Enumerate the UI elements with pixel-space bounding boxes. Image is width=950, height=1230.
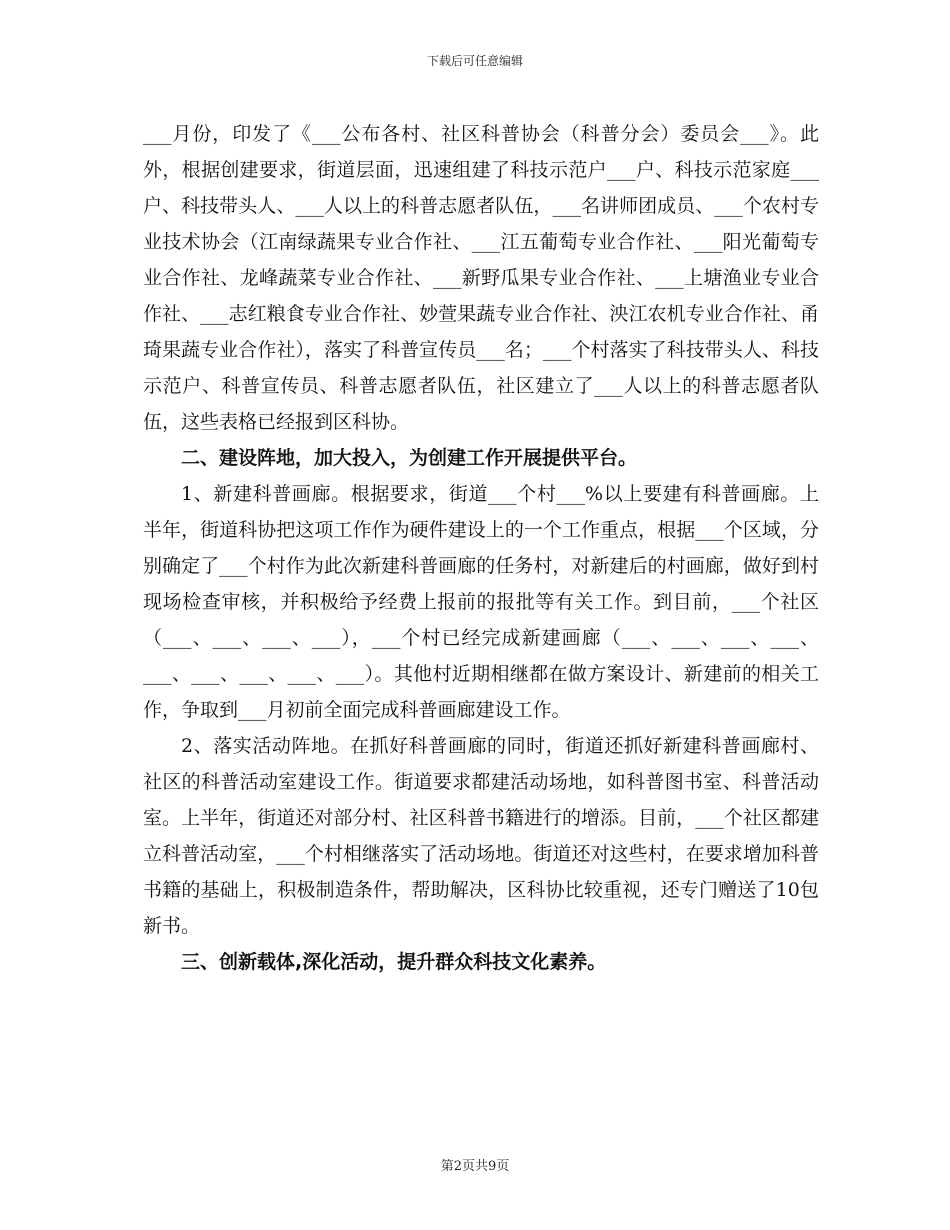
section-heading-2: 二、建设阵地，加大投入，为创建工作开展提供平台。 [181,447,638,469]
paragraph-activity-rooms: 2、落实活动阵地。在抓好科普画廊的同时，街道还抓好新建科普画廊村、社区的科普活动室建设工作。街道要求都建活动场地，如科普图书室、科普活动室。上半年，街道还对部分村、社区科普书籍进行的增添。目前，___个社区都建立科普活动室，___个村相继落实了活动场地。街道还对这些村，在要求增加科普书籍的基础上，积极制造条件，帮助解决，区科协比较重视，还专门赠送了10包新书。 [143,735,819,937]
page-footer: 第2页共9页 [440,1159,510,1174]
document-body [143,116,819,980]
paragraph-volunteers: ___月份，印发了《___公布各村、社区科普协会（科普分会）委员会___》。此外，根据创建要求，街道层面，迅速组建了科技示范户___户、科技示范家庭___户、科技带头人、___人以上的科普志愿者队伍，___名讲师团成员、___个农村专业技术协会（江南绿蔬果专业合作社、___江五葡萄专业合作社、___阳光葡萄专业合作社、龙峰蔬菜专业合作社、___新野瓜果专业合作社、___上塘渔业专业合作社、___志红粮食专业合作社、妙萱果蔬专业合作社、泱江农机专业合作社、甬琦果蔬专业合作社），落实了科普宣传员___名；___个村落实了科技带头人、科技示范户、科普宣传员、科普志愿者队伍，社区建立了___人以上的科普志愿者队伍，这些表格已经报到区科协。 [143,123,819,433]
page-header: 下载后可任意编辑 [426,54,523,68]
paragraph-gallery: 1、新建科普画廊。根据要求，街道___个村___%以上要建有科普画廊。上半年，街道科协把这项工作作为硬件建设上的一个工作重点，根据___个区域，分别确定了___个村作为此次新建科普画廊的任务村，对新建后的村画廊，做好到村现场检查审核，并积极给予经费上报前的报批等有关工作。到目前，___个社区（___、___、___、___），___个村已经完成新建画廊（___、___、___、___、___、___、___、___、___）。其他村近期相继都在做方案设计、新建前的相关工作，争取到___月初前全面完成科普画廊建设工作。 [143,483,819,721]
section-heading-3: 三、创新载体,深化活动，提升群众科技文化素养。 [181,951,607,973]
